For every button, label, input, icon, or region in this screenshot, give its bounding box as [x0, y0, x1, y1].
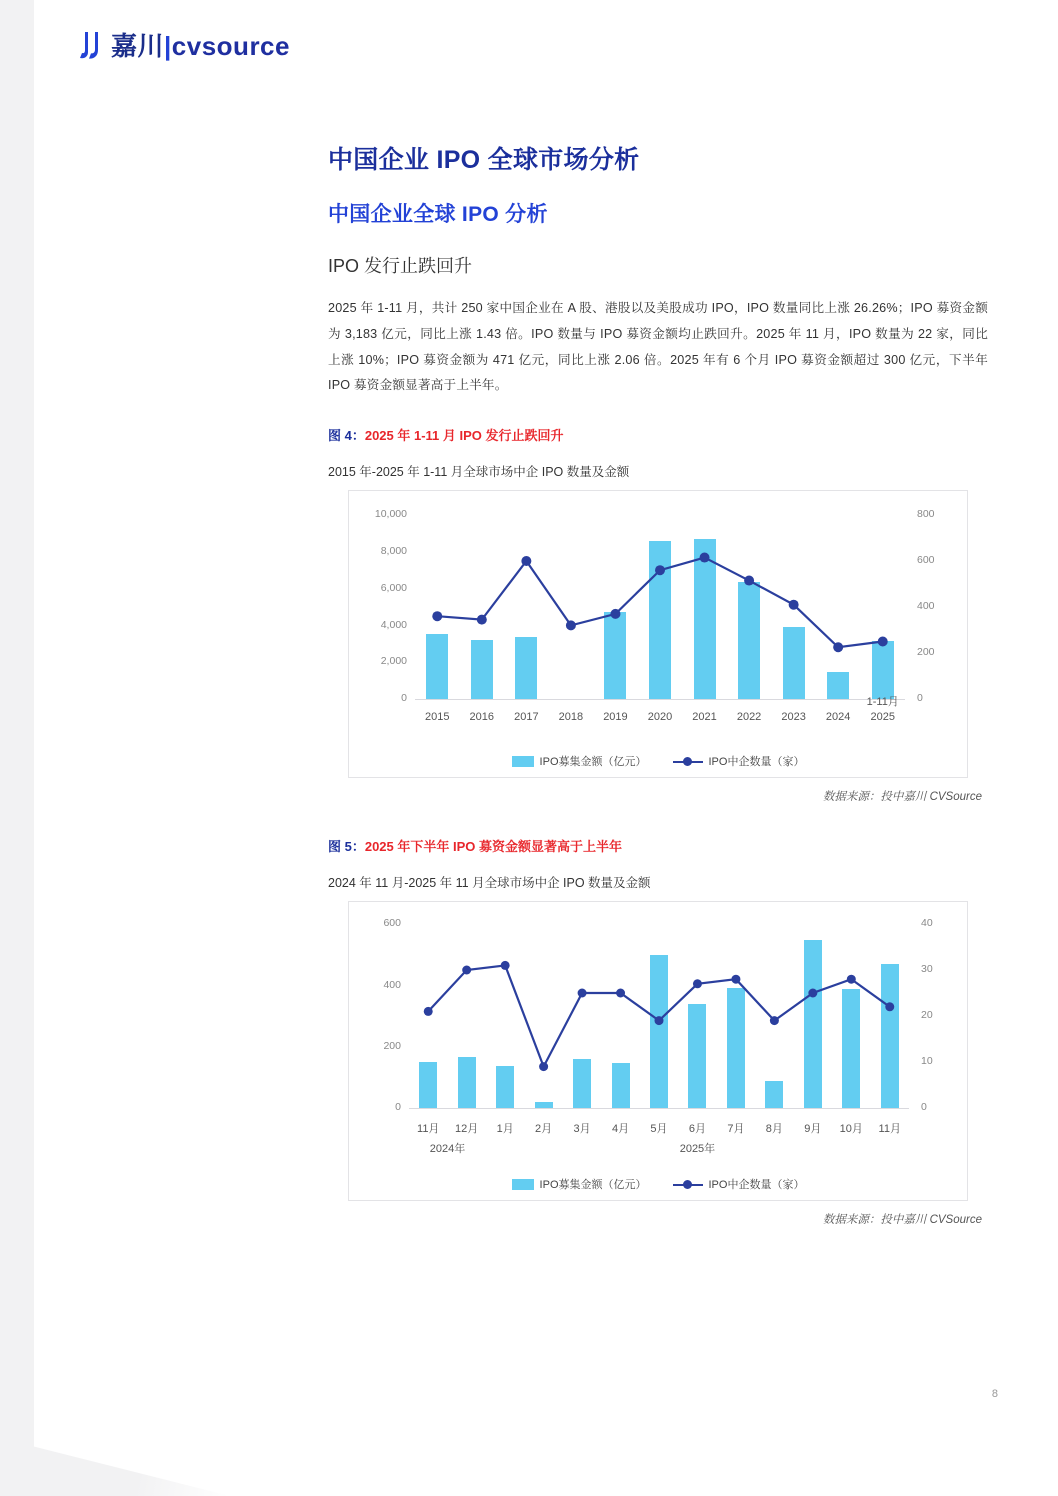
brand-logo-text: 嘉川|cvsource: [111, 31, 290, 61]
x-axis-category-label: 12月: [455, 1123, 479, 1136]
right-axis-tick: 30: [921, 963, 933, 976]
x-axis-category-label: 2020: [647, 711, 673, 724]
page-title: 中国企业 IPO 全球市场分析: [328, 146, 640, 174]
left-axis-tick: 2,000: [380, 655, 407, 668]
figure5-label: 图 5：: [328, 839, 365, 855]
right-axis-tick: 40: [921, 917, 933, 930]
right-axis-tick: 20: [921, 1009, 933, 1022]
figure5-chart: [348, 901, 968, 1201]
figure4-subtitle: 2015 年-2025 年 1-11 月全球市场中企 IPO 数量及金额: [328, 465, 630, 480]
figure4-title-text: 2025 年 1-11 月 IPO 发行止跌回升: [364, 428, 564, 444]
x-axis-category-label: 11月: [878, 1123, 901, 1136]
x-axis-category-label: 2月: [535, 1123, 553, 1136]
x-axis-category-label: 2019: [603, 711, 628, 724]
brand-logo-cn: 嘉川: [111, 31, 165, 61]
legend-bar-swatch-icon: [512, 1179, 534, 1190]
figure4-legend: [349, 753, 967, 769]
right-axis-tick: 800: [917, 508, 935, 521]
legend-item-amount-2: [512, 1176, 647, 1192]
x-axis-category-label: 10月: [839, 1123, 863, 1136]
document-content: [328, 140, 988, 1227]
x-axis-category-label: 2025: [870, 711, 895, 724]
x-axis-category-label: 6月: [688, 1123, 706, 1136]
legend-line-swatch-icon: [673, 1179, 703, 1190]
x-axis-group-label: 2025年: [679, 1143, 716, 1156]
left-gray-band: [0, 0, 34, 1496]
legend-item-count-2: [673, 1176, 805, 1192]
figure5-source: 数据来源：投中嘉川 CVSource: [822, 1214, 982, 1227]
left-axis-tick: 6,000: [380, 581, 407, 594]
x-axis-category-label: 11月: [417, 1123, 440, 1136]
cvsource-logo-icon: [78, 30, 104, 60]
figure4-title: [328, 425, 988, 444]
right-axis-tick: 0: [917, 692, 923, 705]
x-axis-category-label: 2024: [825, 711, 851, 724]
x-axis-category-label: 9月: [804, 1123, 822, 1136]
right-axis-tick: 10: [921, 1055, 933, 1068]
left-axis-tick: 0: [401, 692, 407, 705]
x-axis-category-label: 8月: [765, 1123, 783, 1136]
x-axis-group-label: 2024年: [429, 1143, 466, 1156]
x-axis-category-label: 2018: [558, 711, 584, 724]
x-axis-category-label: 2016: [469, 711, 495, 724]
legend-label-count-2: IPO中企数量（家）: [708, 1179, 805, 1192]
x-axis-category-note: 1-11月: [866, 696, 899, 709]
figure5-title-text: 2025 年下半年 IPO 募资金额显著高于上半年: [364, 839, 622, 855]
legend-bar-swatch-icon: [512, 756, 534, 767]
figure4-source: 数据来源：投中嘉川 CVSource: [822, 791, 982, 804]
chart-line-series: [349, 491, 967, 777]
brand-logo: [78, 26, 290, 63]
figure5-legend: [349, 1176, 967, 1192]
body-paragraph: 2025 年 1-11 月，共计 250 家中国企业在 A 股、港股以及美股成功 IPO，IPO 数量同比上涨 26.26%；IPO 募资金额为 3,183 亿元，同比上涨 1.43 倍。IPO 数量与 IPO 募资金额均止跌回升。2025 年 11 月，IPO 数量为 22 家，同比上涨 10%；IPO 募资金额为 471 亿元，同比上涨 2.06 倍。2025 年有 6 个月 IPO 募资金额超过 300 亿元，下半年 IPO 募资金额显著高于上半年。: [328, 301, 988, 393]
figure4-label: 图 4：: [328, 428, 365, 444]
left-axis-tick: 0: [395, 1101, 401, 1114]
right-axis-tick: 0: [921, 1101, 927, 1114]
x-axis-category-label: 1月: [496, 1123, 514, 1136]
right-axis-tick: 400: [917, 600, 935, 613]
left-axis-tick: 200: [383, 1039, 401, 1052]
x-axis-category-label: 4月: [611, 1123, 630, 1136]
figure5-subtitle: 2024 年 11 月-2025 年 11 月全球市场中企 IPO 数量及金额: [328, 876, 651, 891]
figure4-chart: [348, 490, 968, 778]
page-subtitle: 中国企业全球 IPO 分析: [328, 203, 548, 226]
x-axis-category-label: 2022: [736, 711, 762, 724]
legend-item-count: [673, 753, 805, 769]
legend-label-amount-2: IPO募集金额（亿元）: [539, 1179, 647, 1192]
legend-item-amount: [512, 753, 647, 769]
legend-line-swatch-icon: [673, 756, 703, 767]
x-axis-category-label: 5月: [650, 1123, 668, 1136]
brand-logo-en: cvsource: [171, 31, 290, 61]
x-axis-category-label: 7月: [727, 1123, 745, 1136]
section-heading: IPO 发行止跌回升: [328, 256, 473, 276]
figure5-title: [328, 836, 988, 855]
x-axis-category-label: 2023: [781, 711, 806, 724]
x-axis-category-label: 2017: [514, 711, 539, 724]
left-axis-tick: 400: [383, 978, 401, 991]
bottom-corner-decoration: [0, 1438, 230, 1496]
left-axis-tick: 4,000: [380, 618, 407, 631]
left-axis-tick: 8,000: [380, 545, 407, 558]
left-axis-tick: 10,000: [374, 508, 407, 521]
x-axis-category-label: 3月: [573, 1123, 591, 1136]
right-axis-tick: 200: [917, 646, 935, 659]
legend-label-amount: IPO募集金额（亿元）: [539, 756, 647, 769]
right-axis-tick: 600: [917, 554, 935, 567]
page-number: 8: [991, 1388, 998, 1400]
legend-label-count: IPO中企数量（家）: [708, 756, 805, 769]
left-axis-tick: 600: [383, 917, 401, 930]
x-axis-category-label: 2021: [692, 711, 717, 724]
x-axis-category-label: 2015: [425, 711, 450, 724]
